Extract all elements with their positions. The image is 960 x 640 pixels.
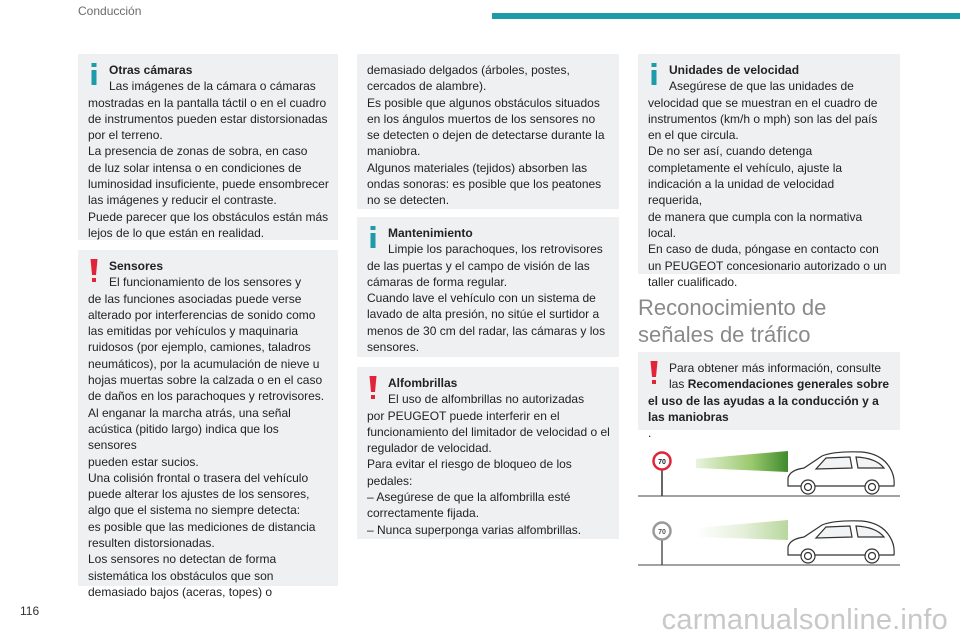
text-line: de las puertas y el campo de visión de las — [367, 258, 590, 273]
text-line: de luz solar intensa o en condiciones de — [88, 160, 302, 175]
text-line: demasiado bajos (aceras, topes) o — [88, 584, 273, 599]
text-line: completamente el vehículo, ajuste la — [648, 160, 843, 175]
box-first-line: Asegúrese de que las unidades de — [669, 79, 854, 94]
text-line: regulador de velocidad. — [367, 441, 492, 456]
text-line: pedales: — [367, 473, 413, 488]
info-box-mantenimiento — [357, 217, 619, 357]
box-first-line: Limpie los parachoques, los retrovisores — [388, 242, 603, 257]
text-line: cercados de alambre). — [367, 79, 487, 94]
text-line: velocidad que se muestran en el cuadro de — [648, 95, 878, 110]
text-line: mostradas en la pantalla táctil o en el cuadro — [88, 95, 327, 110]
info-icon — [648, 62, 660, 85]
text-line: neumáticos), por la acumulación de nieve u — [88, 356, 320, 371]
box-body — [367, 408, 610, 538]
reference-link-text: el uso de las ayudas a la conducción y a — [648, 393, 879, 408]
text-line: lejos de lo que están en realidad. — [88, 225, 265, 240]
box-body — [88, 291, 329, 601]
text-line: De no ser así, cuando detenga — [648, 144, 813, 159]
text-line: taller cualificado. — [648, 274, 738, 289]
text-line — [648, 409, 891, 442]
text-line: en el que circula. — [648, 128, 739, 143]
text-line: lavado de alta presión, no sitúe el surtidor a — [367, 307, 600, 322]
warning-icon — [367, 375, 379, 400]
text-line: instrumentos (km/h o mph) son las del país — [648, 111, 878, 126]
illustration-sign-not-recognized — [638, 512, 900, 568]
box-first-line: El funcionamiento de los sensores y — [109, 275, 302, 290]
warning-icon — [648, 360, 660, 385]
page-number: 116 — [20, 604, 40, 618]
text-line: – Asegúrese de que la alfombrilla esté — [367, 490, 571, 505]
warning-box-alfombrillas — [357, 367, 619, 539]
text-line: indicación a la unidad de velocidad requerida, — [648, 177, 835, 208]
text-line: La presencia de zonas de sobra, en caso — [88, 144, 308, 159]
box-body — [648, 95, 891, 291]
box-title: Sensores — [109, 259, 164, 273]
text-fragment: . — [648, 426, 652, 441]
text-line: por el terreno. — [88, 128, 163, 143]
text-line: pueden estar sucios. — [88, 454, 199, 469]
box-title: Alfombrillas — [388, 376, 458, 390]
info-box-otras-camaras — [78, 54, 338, 240]
box-second-line — [669, 376, 889, 392]
text-line: algo que el sistema no siempre detecta: — [88, 503, 301, 518]
text-line: sistemática los obstáculos que son — [88, 568, 274, 583]
text-line: de manera que cumpla con la normativa — [648, 209, 863, 224]
text-line: es posible que las mediciones de distancia — [88, 519, 316, 534]
text-line: Una colisión frontal o trasera del vehículo — [88, 470, 309, 485]
car-illustration — [788, 452, 894, 494]
text-line: las imágenes y reducir el contraste. — [88, 193, 277, 208]
text-line: Al enganar la marcha atrás, una señal — [88, 405, 291, 420]
text-line: de las funciones asociadas puede verse — [88, 291, 302, 306]
reference-link-text: las maniobras — [648, 409, 729, 424]
text-line: resulten distorsionadas. — [88, 536, 215, 551]
reference-link-text: Recomendaciones generales sobre — [687, 377, 890, 392]
text-fragment: las — [669, 377, 688, 392]
text-line: En caso de duda, póngase en contacto con — [648, 242, 879, 257]
text-line: de instrumentos pueden estar distorsionadas — [88, 111, 328, 126]
box-body — [367, 258, 610, 356]
text-line: correctamente fijada. — [367, 506, 480, 521]
text-line: hojas muertas sobre la calzada o en el caso — [88, 373, 323, 388]
box-body — [648, 393, 891, 442]
text-line: Es posible que algunos obstáculos situados — [367, 95, 600, 110]
text-line: puede alterar los ajustes de los sensores, — [88, 487, 310, 502]
text-line: demasiado delgados (árboles, postes, — [367, 63, 570, 77]
text-line: maniobra. — [367, 144, 421, 159]
text-line: en los ángulos muertos de los sensores no — [367, 111, 596, 126]
speed-sign-value: 70 — [658, 529, 666, 536]
text-line: ruidosos (por ejemplo, camiones, taladros — [88, 340, 311, 355]
text-line: un PEUGEOT concesionario autorizado o un — [648, 258, 887, 273]
warning-box-sensores — [78, 250, 338, 599]
text-line: local. — [648, 225, 677, 240]
text-line: sensores. — [367, 340, 420, 355]
info-box-unidades-velocidad — [638, 54, 900, 289]
box-first-line: El uso de alfombrillas no autorizadas — [388, 392, 585, 407]
text-line: cámaras de forma regular. — [367, 274, 508, 289]
text-line: Para evitar el riesgo de bloqueo de los — [367, 457, 572, 472]
text-line: funcionamiento del limitador de velocidad o el — [367, 424, 610, 439]
watermark: carmanualsonline.info — [661, 604, 948, 636]
text-line: por PEUGEOT puede interferir en el — [367, 408, 560, 423]
info-icon — [88, 62, 100, 85]
text-line: acústica (pitido largo) indica que los sensores — [88, 421, 279, 453]
box-first-line: Para obtener más información, consulte — [669, 361, 882, 375]
text-line: se detecten o dejen de detectarse durante la — [367, 128, 605, 143]
car-illustration — [788, 521, 894, 563]
box-title: Unidades de velocidad — [669, 63, 800, 77]
running-header: Conducción — [78, 4, 142, 18]
text-line: de daños en los parachoques y retrovisores. — [88, 389, 325, 404]
text-line: menos de 30 cm del radar, las cámaras y los — [367, 323, 606, 338]
text-line: Cuando lave el vehículo con un sistema de — [367, 291, 596, 306]
warning-box-sensores-continued — [357, 54, 619, 209]
box-first-line: Las imágenes de la cámara o cámaras — [109, 79, 316, 94]
text-line: las emitidas por vehículos y maquinaria — [88, 324, 299, 339]
section-title: Reconocimiento de señales de tráfico — [638, 295, 827, 347]
header-accent-bar — [492, 13, 960, 19]
info-icon — [367, 225, 379, 248]
text-line: luminosidad insuficiente, puede ensombrecer — [88, 177, 329, 192]
text-line: Puede parecer que los obstáculos están más — [88, 209, 329, 224]
text-line: no se detecten. — [367, 193, 450, 208]
box-body — [367, 62, 610, 209]
box-title: Otras cámaras — [109, 63, 193, 77]
illustration-sign-recognized — [638, 446, 900, 500]
text-line: Algunos materiales (tejidos) absorben las — [367, 160, 588, 175]
warning-icon — [88, 258, 100, 283]
box-title: Mantenimiento — [388, 226, 473, 240]
box-body — [88, 95, 329, 242]
text-line: ondas sonoras: es posible que los peatones — [367, 177, 602, 192]
speed-sign-value: 70 — [658, 459, 666, 466]
text-line: Los sensores no detectan de forma — [88, 552, 277, 567]
warning-box-recomendaciones — [638, 352, 900, 441]
text-line: alterado por interferencias de sonido como — [88, 307, 316, 322]
text-line: – Nunca superponga varias alfombrillas. — [367, 522, 582, 537]
